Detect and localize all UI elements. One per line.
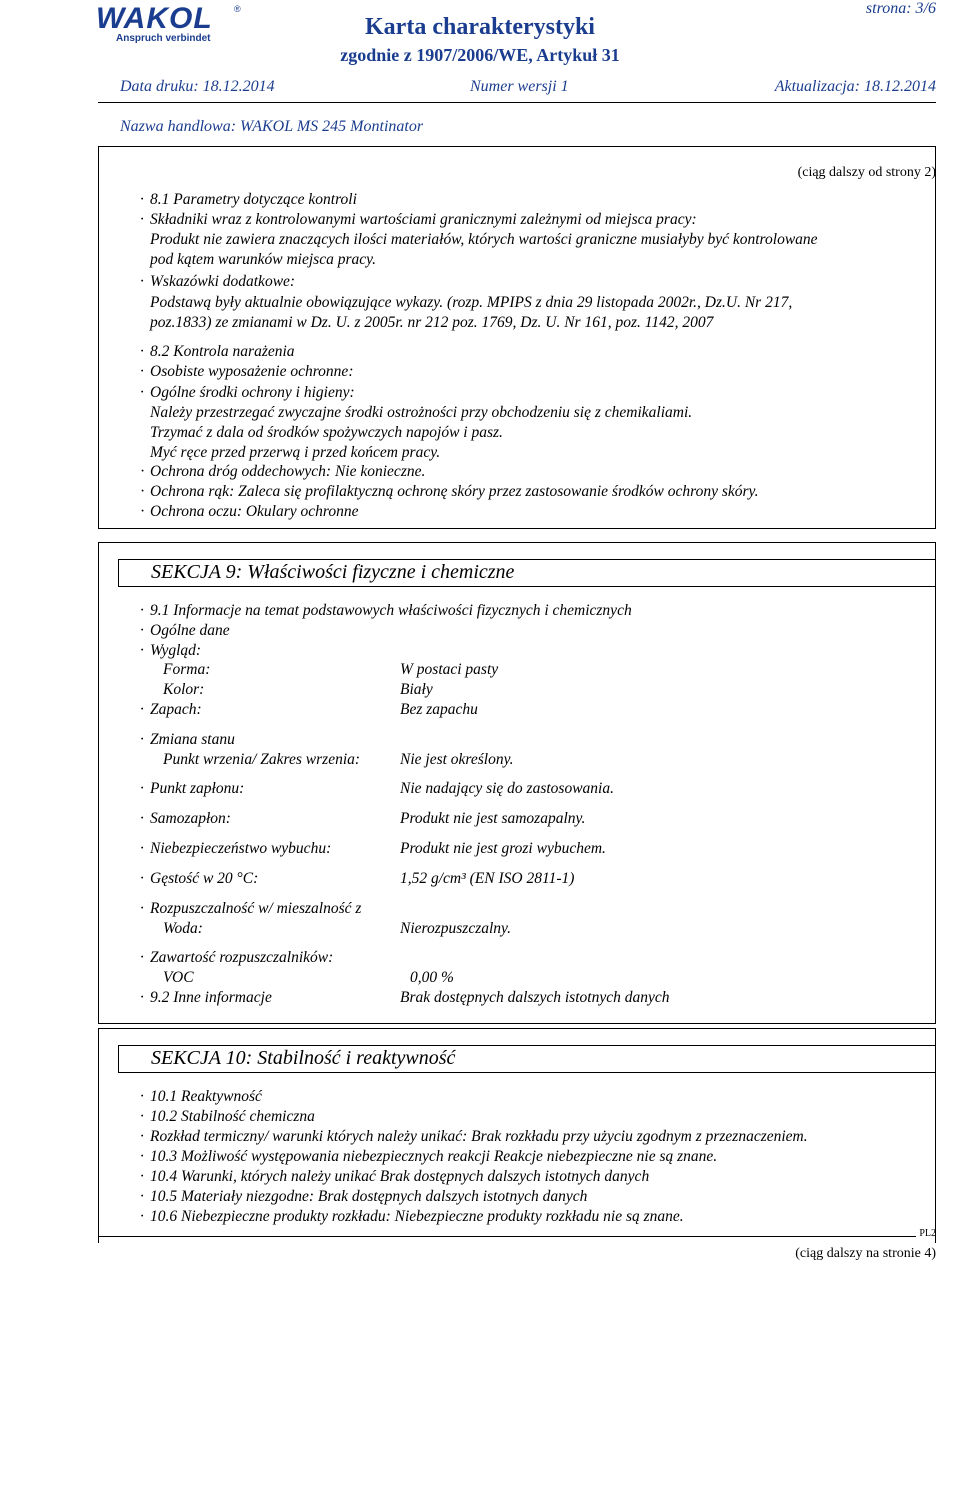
general-label: · Ogólne środki ochrony i higieny: — [140, 384, 355, 401]
version-number: Numer wersji 1 — [470, 78, 569, 95]
header-divider — [98, 102, 936, 103]
logo-word: WAKOL — [96, 2, 213, 35]
logo-tagline: Anspruch verbindet — [116, 33, 211, 44]
hand-protection: · Ochrona rąk: Zaleca się profilaktyczną ochronę skóry przez zastosowanie środków ochrony skóry. — [140, 483, 759, 500]
section-10-title-box — [118, 1045, 935, 1073]
solubility-label: · Rozpuszczalność w/ mieszalność z — [140, 900, 362, 917]
chemical-stability: · 10.2 Stabilność chemiczna — [140, 1108, 315, 1125]
heading-8-2: · 8.2 Kontrola narażenia — [140, 343, 295, 360]
ppe-label: · Osobiste wyposażenie ochronne: — [140, 363, 354, 380]
logo-registered-icon: ® — [234, 4, 241, 14]
hazardous-reactions: · 10.3 Możliwość występowania niebezpiecznych reakcji Reakcje niebezpieczne nie są znane. — [140, 1148, 718, 1165]
incompatible-materials: · 10.5 Materiały niezgodne: Brak dostępnych dalszych istotnych danych — [140, 1188, 588, 1205]
eye-protection: · Ochrona oczu: Okulary ochronne — [140, 503, 359, 520]
heading-8-1: · 8.1 Parametry dotyczące kontroli — [140, 191, 357, 208]
document-subtitle: zgodnie z 1907/2006/WE, Artykuł 31 — [340, 45, 620, 65]
page-number: strona: 3/6 — [865, 0, 936, 17]
footer-divider — [98, 1236, 916, 1237]
solvents-label: · Zawartość rozpuszczalników: — [140, 949, 334, 966]
hints-label: · Wskazówki dodatkowe: — [140, 273, 296, 290]
hints-text-2: poz.1833) ze zmianami w Dz. U. z 2005r. nr 212 poz. 1769, Dz. U. Nr 161, poz. 1142, 2007 — [150, 314, 714, 331]
hints-text: Podstawą były aktualnie obowiązujące wykazy. (rozp. MPIPS z dnia 29 listopada 2002r., Dz.U. Nr 217, — [150, 294, 793, 311]
continued-from: (ciąg dalszy od strony 2) — [797, 165, 936, 180]
print-date: Data druku: 18.12.2014 — [120, 78, 275, 95]
appearance-label: · Wygląd: — [140, 642, 202, 659]
general-text-2: Trzymać z dala od środków spożywczych napojów i pasz. — [150, 424, 503, 441]
general-text-3: Myć ręce przed przerwą i przed końcem pracy. — [150, 444, 441, 461]
product-text: Produkt nie zawiera znaczących ilości materiałów, których wartości graniczne musiałyby być kontrolowane — [150, 231, 818, 248]
update-date: Aktualizacja: 18.12.2014 — [774, 78, 936, 95]
components-label: · Składniki wraz z kontrolowanymi wartościami granicznymi zależnymi od miejsca pracy: — [140, 211, 697, 228]
product-text-2: pod kątem warunków miejsca pracy. — [150, 251, 377, 268]
general-text-1: Należy przestrzegać zwyczajne środki ostrożności przy obchodzeniu się z chemikaliami. — [150, 404, 693, 421]
reactivity: · 10.1 Reaktywność — [140, 1088, 262, 1105]
respiratory-protection: · Ochrona dróg oddechowych: Nie konieczne. — [140, 463, 426, 480]
conditions-to-avoid: · 10.4 Warunki, których należy unikać Brak dostępnych dalszych istotnych danych — [140, 1168, 650, 1185]
thermal-decomposition: · Rozkład termiczny/ warunki których należy unikać: Brak rozkładu przy użyciu zgodnym z przeznaczeniem. — [140, 1128, 808, 1145]
general-data-label: · Ogólne dane — [140, 622, 230, 639]
continued-to: (ciąg dalszy na stronie 4) — [795, 1246, 936, 1261]
document-title: Karta charakterystyki — [365, 14, 595, 40]
section-9-title-box — [118, 559, 935, 587]
trade-name: Nazwa handlowa: WAKOL MS 245 Montinator — [120, 118, 424, 135]
section-9-title: SEKCJA 9: Właściwości fizyczne i chemiczne — [151, 561, 515, 583]
state-change-label: · Zmiana stanu — [140, 731, 235, 748]
language-code: PL2 — [919, 1228, 936, 1239]
decomposition-products: · 10.6 Niebezpieczne produkty rozkładu: Niebezpieczne produkty rozkładu nie są znane. — [140, 1208, 684, 1225]
heading-9-1: · 9.1 Informacje na temat podstawowych właściwości fizycznych i chemicznych — [140, 602, 632, 619]
section-10-title: SEKCJA 10: Stabilność i reaktywność — [151, 1047, 456, 1069]
